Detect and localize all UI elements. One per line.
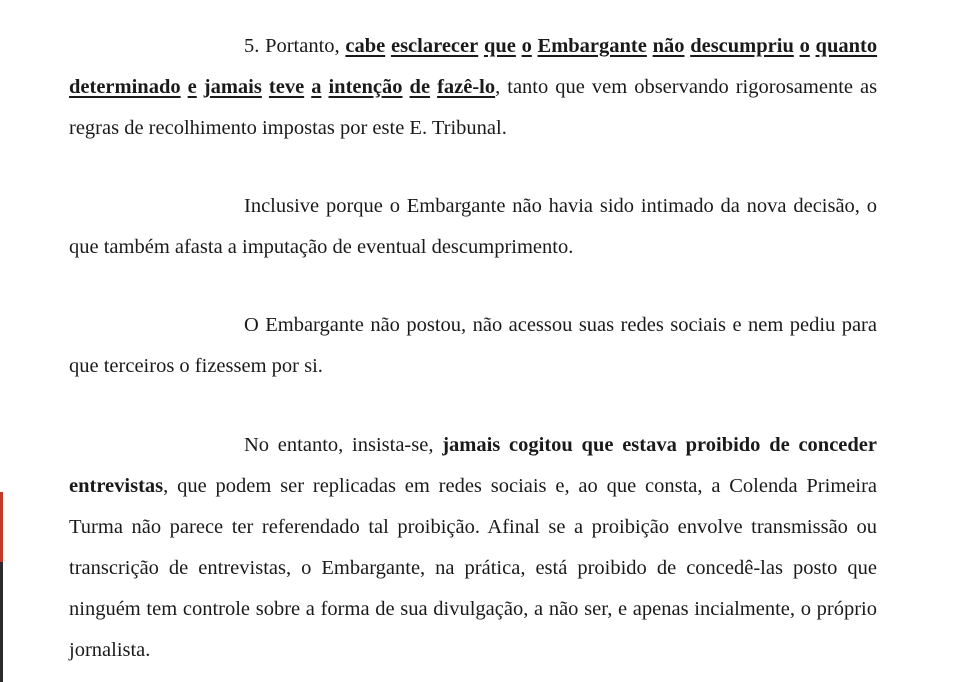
p1-u-word: o — [521, 35, 532, 57]
p1-u-word: de — [409, 76, 431, 98]
p1-tail: , tanto que vem observando rigorosamente as regras de recolhimento impostas por este E. Tribunal. — [69, 76, 878, 139]
p1-u-word: esclarecer — [390, 35, 479, 57]
p4-bold-phrase: jamais cogitou que estava proibido de conceder entrevistas — [69, 434, 877, 497]
paragraph-2: Inclusive porque o Embargante não havia sido intimado da nova decisão, o que também afasta a imputação de eventual descumprimento. — [69, 195, 877, 258]
paragraph-4 — [69, 425, 877, 671]
p1-u-word: Embargante — [537, 35, 647, 57]
left-edge-mark — [0, 492, 3, 562]
p4-lead: No entanto, insista-se, — [244, 434, 443, 456]
paragraph-3: O Embargante não postou, não acessou suas redes sociais e nem pediu para que terceiros o fizessem por si. — [69, 314, 877, 377]
paragraph-1 — [69, 26, 877, 149]
left-edge-mark-dark — [0, 562, 3, 682]
p1-u-word: não — [652, 35, 685, 57]
p1-u-word: descumpriu — [690, 35, 794, 57]
p1-lead: 5. Portanto, — [244, 35, 346, 57]
p1-u-word: cabe — [345, 35, 386, 57]
p1-u-word: determinado — [69, 76, 181, 98]
p1-u-word: intenção — [328, 76, 403, 98]
p1-u-word: e — [187, 76, 197, 98]
document-page — [69, 26, 877, 671]
p1-u-word: teve — [268, 76, 305, 98]
p1-u-word: a — [311, 76, 322, 98]
p1-u-word: fazê-lo — [437, 76, 496, 98]
p1-u-word: quanto — [815, 35, 878, 57]
p1-u-word: jamais — [203, 76, 262, 98]
p1-u-word: que — [483, 35, 516, 57]
p4-tail: , que podem ser replicadas em redes sociais e, ao que consta, a Colenda Primeira Turma não parece ter referendado tal proibição. Afinal se a proibição envolve transmissão ou transcrição de entrevistas, o Embargante, na prática, está proibido de concedê-las posto que ninguém tem controle sobre a forma de sua divulgação, a não ser, e apenas incialmente, o próprio jornalista. — [69, 475, 877, 661]
p1-u-word: o — [799, 35, 810, 57]
